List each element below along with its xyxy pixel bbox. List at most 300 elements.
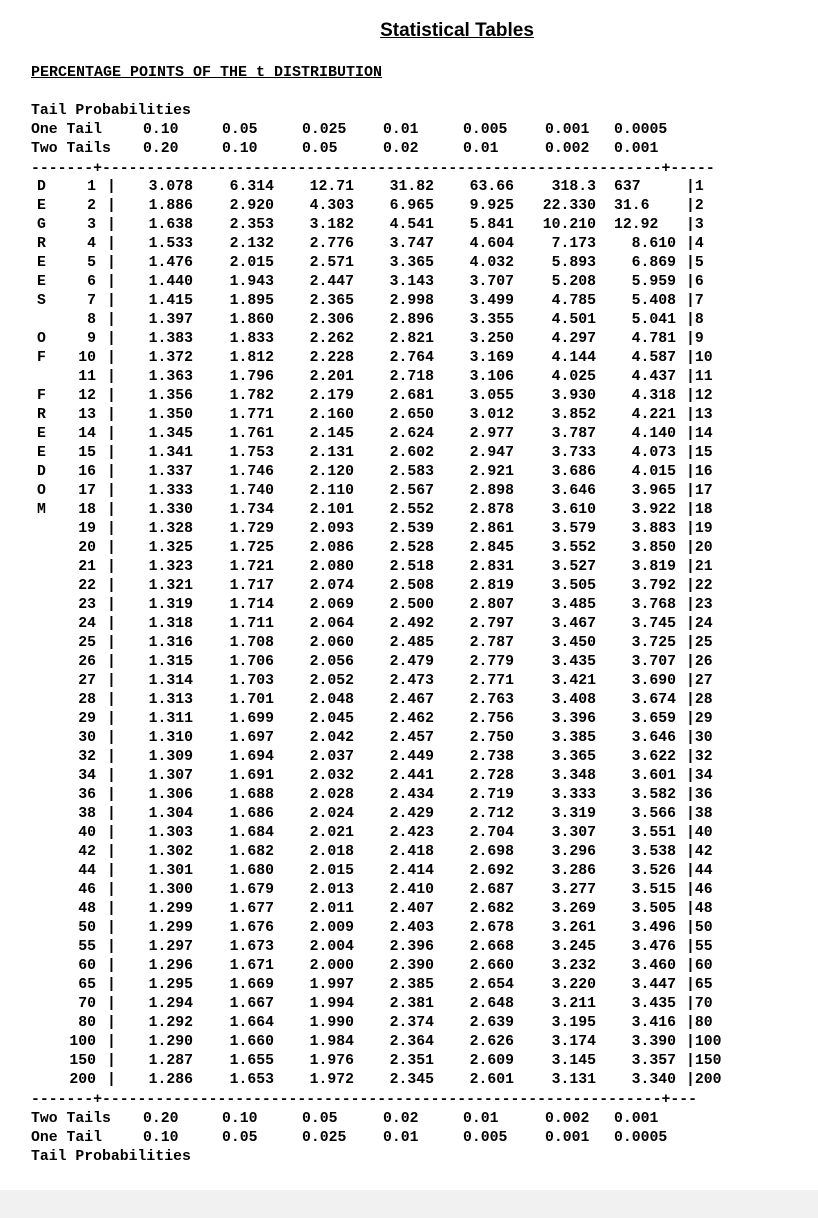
critical-value: 2.064: [309, 616, 354, 632]
row-end-df: |25: [686, 635, 713, 651]
critical-value: 1.294: [148, 996, 193, 1012]
critical-value: 1.976: [309, 1053, 354, 1069]
column-divider: |: [107, 635, 116, 651]
critical-value: 2.131: [309, 445, 354, 461]
column-divider: |: [107, 1053, 116, 1069]
critical-value: 3.707: [469, 274, 514, 290]
critical-value: 2.449: [389, 749, 434, 765]
df-value: 26: [78, 654, 96, 670]
df-value: 21: [78, 559, 96, 575]
side-label-letter: G: [37, 217, 46, 233]
side-label-letter: E: [37, 255, 46, 271]
side-label-letter: O: [37, 331, 46, 347]
column-divider: |: [107, 825, 116, 841]
column-divider: |: [107, 901, 116, 917]
critical-value: 1.415: [148, 293, 193, 309]
df-value: 6: [87, 274, 96, 290]
df-value: 16: [78, 464, 96, 480]
row-end-df: |24: [686, 616, 713, 632]
critical-value: 4.025: [551, 369, 596, 385]
df-value: 100: [69, 1034, 96, 1050]
table-row: [0, 805, 818, 824]
critical-value: 1.895: [229, 293, 274, 309]
critical-value: 2.718: [389, 369, 434, 385]
side-label-letter: D: [37, 464, 46, 480]
critical-value: 4.015: [631, 464, 676, 480]
critical-value: 3.526: [631, 863, 676, 879]
critical-value: 3.408: [551, 692, 596, 708]
critical-value: 1.304: [148, 806, 193, 822]
column-divider: |: [107, 179, 116, 195]
critical-value: 2.601: [469, 1072, 514, 1088]
critical-value: 3.745: [631, 616, 676, 632]
critical-value: 1.703: [229, 673, 274, 689]
critical-value: 2.654: [469, 977, 514, 993]
critical-value: 3.499: [469, 293, 514, 309]
critical-value: 2.681: [389, 388, 434, 404]
column-divider: |: [107, 787, 116, 803]
df-value: 2: [87, 198, 96, 214]
critical-value: 1.286: [148, 1072, 193, 1088]
column-divider: |: [107, 521, 116, 537]
critical-value: 2.479: [389, 654, 434, 670]
critical-value: 2.351: [389, 1053, 434, 1069]
critical-value: 1.717: [229, 578, 274, 594]
column-divider: |: [107, 654, 116, 670]
critical-value: 3.930: [551, 388, 596, 404]
row-end-df: |150: [686, 1053, 722, 1069]
critical-value: 2.069: [309, 597, 354, 613]
critical-value: 1.694: [229, 749, 274, 765]
row-end-df: |34: [686, 768, 713, 784]
column-divider: |: [107, 996, 116, 1012]
critical-value: 2.738: [469, 749, 514, 765]
row-end-df: |23: [686, 597, 713, 613]
df-value: 13: [78, 407, 96, 423]
critical-value: 5.041: [631, 312, 676, 328]
critical-value: 3.852: [551, 407, 596, 423]
critical-value: 1.677: [229, 901, 274, 917]
critical-value: 22.330: [542, 198, 596, 214]
df-value: 22: [78, 578, 96, 594]
df-value: 19: [78, 521, 96, 537]
critical-value: 2.787: [469, 635, 514, 651]
row-end-df: |9: [686, 331, 704, 347]
critical-value: 2.045: [309, 711, 354, 727]
critical-value: 1.701: [229, 692, 274, 708]
df-value: 200: [69, 1072, 96, 1088]
df-value: 46: [78, 882, 96, 898]
critical-value: 1.311: [148, 711, 193, 727]
column-divider: |: [107, 350, 116, 366]
prob-value: 0.10: [222, 1111, 258, 1127]
tail-probabilities-label: [0, 102, 818, 121]
row-end-df: |28: [686, 692, 713, 708]
critical-value: 1.686: [229, 806, 274, 822]
column-divider: |: [107, 730, 116, 746]
critical-value: 2.447: [309, 274, 354, 290]
prob-value: 0.005: [463, 1130, 508, 1146]
critical-value: 1.673: [229, 939, 274, 955]
critical-value: 3.467: [551, 616, 596, 632]
critical-value: 3.450: [551, 635, 596, 651]
critical-value: 1.363: [148, 369, 193, 385]
table-row: [0, 368, 818, 387]
critical-value: 3.515: [631, 882, 676, 898]
row-end-df: |4: [686, 236, 704, 252]
df-value: 12: [78, 388, 96, 404]
critical-value: 3.792: [631, 578, 676, 594]
column-divider: |: [107, 616, 116, 632]
prob-value: 0.002: [545, 1111, 590, 1127]
critical-value: 3.582: [631, 787, 676, 803]
critical-value: 2.160: [309, 407, 354, 423]
table-row: [0, 976, 818, 995]
column-divider: |: [107, 711, 116, 727]
critical-value: 1.341: [148, 445, 193, 461]
critical-value: 3.551: [631, 825, 676, 841]
prob-value: 0.001: [614, 1111, 659, 1127]
critical-value: 2.024: [309, 806, 354, 822]
critical-value: 1.440: [148, 274, 193, 290]
critical-value: 4.144: [551, 350, 596, 366]
critical-value: 2.728: [469, 768, 514, 784]
critical-value: 2.418: [389, 844, 434, 860]
row-label: One Tail: [31, 1130, 103, 1146]
critical-value: 4.297: [551, 331, 596, 347]
side-label-letter: E: [37, 445, 46, 461]
critical-value: 1.350: [148, 407, 193, 423]
critical-value: 2.473: [389, 673, 434, 689]
critical-value: 2.306: [309, 312, 354, 328]
critical-value: 637: [614, 179, 641, 195]
critical-value: 3.690: [631, 673, 676, 689]
table-row: [0, 463, 818, 482]
prob-value: 0.0005: [614, 1130, 668, 1146]
critical-value: 4.073: [631, 445, 676, 461]
critical-value: 2.345: [389, 1072, 434, 1088]
critical-value: 2.374: [389, 1015, 434, 1031]
critical-value: 1.307: [148, 768, 193, 784]
critical-value: 2.898: [469, 483, 514, 499]
df-value: 42: [78, 844, 96, 860]
critical-value: 2.845: [469, 540, 514, 556]
critical-value: 12.71: [309, 179, 354, 195]
table-row: [0, 1071, 818, 1090]
critical-value: 3.416: [631, 1015, 676, 1031]
column-divider: |: [107, 768, 116, 784]
critical-value: 2.624: [389, 426, 434, 442]
critical-value: 1.310: [148, 730, 193, 746]
critical-value: 1.300: [148, 882, 193, 898]
side-label-letter: O: [37, 483, 46, 499]
critical-value: 2.719: [469, 787, 514, 803]
critical-value: 2.381: [389, 996, 434, 1012]
critical-value: 1.782: [229, 388, 274, 404]
column-divider: |: [107, 1072, 116, 1088]
row-label: Two Tails: [31, 141, 111, 157]
critical-value: 3.145: [551, 1053, 596, 1069]
table-row: [0, 634, 818, 653]
critical-value: 12.92: [614, 217, 659, 233]
prob-value: 0.01: [383, 1130, 419, 1146]
row-end-df: |200: [686, 1072, 722, 1088]
critical-value: 1.292: [148, 1015, 193, 1031]
critical-value: 2.028: [309, 787, 354, 803]
table-row: [0, 539, 818, 558]
row-end-df: |3: [686, 217, 704, 233]
prob-value: 0.02: [383, 1111, 419, 1127]
critical-value: 2.567: [389, 483, 434, 499]
critical-value: 3.733: [551, 445, 596, 461]
critical-value: 3.131: [551, 1072, 596, 1088]
table-row: [0, 767, 818, 786]
row-end-df: |42: [686, 844, 713, 860]
df-value: 60: [78, 958, 96, 974]
row-end-df: |12: [686, 388, 713, 404]
prob-value: 0.025: [302, 1130, 347, 1146]
critical-value: 1.972: [309, 1072, 354, 1088]
critical-value: 1.984: [309, 1034, 354, 1050]
side-label-letter: S: [37, 293, 46, 309]
row-end-df: |2: [686, 198, 704, 214]
df-value: 17: [78, 483, 96, 499]
critical-value: 2.704: [469, 825, 514, 841]
critical-value: 1.721: [229, 559, 274, 575]
row-end-df: |30: [686, 730, 713, 746]
critical-value: 2.080: [309, 559, 354, 575]
critical-value: 4.541: [389, 217, 434, 233]
side-label-letter: E: [37, 426, 46, 442]
critical-value: 2.750: [469, 730, 514, 746]
critical-value: 4.604: [469, 236, 514, 252]
critical-value: 2.429: [389, 806, 434, 822]
critical-value: 3.055: [469, 388, 514, 404]
df-value: 50: [78, 920, 96, 936]
critical-value: 6.869: [631, 255, 676, 271]
tail-probabilities-text: Tail Probabilities: [31, 103, 191, 119]
critical-value: 2.037: [309, 749, 354, 765]
table-row: [0, 558, 818, 577]
critical-value: 1.997: [309, 977, 354, 993]
prob-value: 0.20: [143, 1111, 179, 1127]
table-row: [0, 1014, 818, 1033]
critical-value: 2.771: [469, 673, 514, 689]
critical-value: 6.314: [229, 179, 274, 195]
critical-value: 318.3: [551, 179, 596, 195]
table-row: [0, 501, 818, 520]
table-row: [0, 615, 818, 634]
table-row: [0, 786, 818, 805]
critical-value: 1.383: [148, 331, 193, 347]
critical-value: 2.583: [389, 464, 434, 480]
prob-value: 0.025: [302, 122, 347, 138]
row-end-df: |38: [686, 806, 713, 822]
critical-value: 1.691: [229, 768, 274, 784]
table-row: [0, 235, 818, 254]
critical-value: 8.610: [631, 236, 676, 252]
critical-value: 3.143: [389, 274, 434, 290]
prob-value: 0.05: [222, 122, 258, 138]
critical-value: 2.492: [389, 616, 434, 632]
critical-value: 1.319: [148, 597, 193, 613]
critical-value: 1.330: [148, 502, 193, 518]
critical-value: 3.883: [631, 521, 676, 537]
critical-value: 1.337: [148, 464, 193, 480]
side-label-letter: R: [37, 407, 46, 423]
prob-value: 0.002: [545, 141, 590, 157]
df-value: 29: [78, 711, 96, 727]
table-row: [0, 387, 818, 406]
critical-value: 2.018: [309, 844, 354, 860]
table-row: [0, 862, 818, 881]
critical-value: 31.6: [614, 198, 650, 214]
table-row: [0, 900, 818, 919]
critical-value: 2.807: [469, 597, 514, 613]
critical-value: 5.408: [631, 293, 676, 309]
critical-value: 2.056: [309, 654, 354, 670]
table-row: [0, 710, 818, 729]
critical-value: 3.850: [631, 540, 676, 556]
critical-value: 2.467: [389, 692, 434, 708]
critical-value: 3.365: [551, 749, 596, 765]
critical-value: 1.306: [148, 787, 193, 803]
side-label-letter: R: [37, 236, 46, 252]
row-end-df: |8: [686, 312, 704, 328]
critical-value: 2.120: [309, 464, 354, 480]
critical-value: 2.407: [389, 901, 434, 917]
critical-value: 1.314: [148, 673, 193, 689]
critical-value: 1.302: [148, 844, 193, 860]
column-divider: |: [107, 939, 116, 955]
prob-value: 0.0005: [614, 122, 668, 138]
footer-one-tail-row: [0, 1129, 818, 1148]
critical-value: 1.746: [229, 464, 274, 480]
critical-value: 1.711: [229, 616, 274, 632]
critical-value: 2.145: [309, 426, 354, 442]
critical-value: 2.385: [389, 977, 434, 993]
table-row: [0, 330, 818, 349]
column-divider: |: [107, 407, 116, 423]
critical-value: 3.601: [631, 768, 676, 784]
table-row: [0, 273, 818, 292]
critical-value: 3.610: [551, 502, 596, 518]
row-end-df: |26: [686, 654, 713, 670]
table-row: [0, 216, 818, 235]
row-end-df: |70: [686, 996, 713, 1012]
critical-value: 2.920: [229, 198, 274, 214]
separator-bottom: -------+---------------------------------------------------------------+---: [31, 1092, 697, 1108]
critical-value: 3.485: [551, 597, 596, 613]
row-end-df: |21: [686, 559, 713, 575]
critical-value: 4.318: [631, 388, 676, 404]
row-end-df: |36: [686, 787, 713, 803]
critical-value: 1.325: [148, 540, 193, 556]
critical-value: 1.706: [229, 654, 274, 670]
critical-value: 3.646: [551, 483, 596, 499]
row-end-df: |44: [686, 863, 713, 879]
critical-value: 1.638: [148, 217, 193, 233]
table-subtitle: PERCENTAGE POINTS OF THE t DISTRIBUTION: [31, 64, 383, 81]
df-value: 3: [87, 217, 96, 233]
critical-value: 2.101: [309, 502, 354, 518]
critical-value: 3.435: [631, 996, 676, 1012]
critical-value: 2.678: [469, 920, 514, 936]
critical-value: 1.697: [229, 730, 274, 746]
critical-value: 2.457: [389, 730, 434, 746]
critical-value: 3.747: [389, 236, 434, 252]
prob-value: 0.001: [545, 1130, 590, 1146]
table-row: [0, 919, 818, 938]
critical-value: 2.009: [309, 920, 354, 936]
critical-value: 2.423: [389, 825, 434, 841]
table-row: [0, 729, 818, 748]
critical-value: 2.698: [469, 844, 514, 860]
df-value: 27: [78, 673, 96, 689]
critical-value: 2.086: [309, 540, 354, 556]
row-end-df: |6: [686, 274, 704, 290]
prob-value: 0.10: [143, 1130, 179, 1146]
row-end-df: |27: [686, 673, 713, 689]
critical-value: 2.602: [389, 445, 434, 461]
critical-value: 1.680: [229, 863, 274, 879]
critical-value: 3.333: [551, 787, 596, 803]
table-row: [0, 824, 818, 843]
df-value: 28: [78, 692, 96, 708]
critical-value: 3.340: [631, 1072, 676, 1088]
critical-value: 3.348: [551, 768, 596, 784]
critical-value: 1.323: [148, 559, 193, 575]
df-value: 25: [78, 635, 96, 651]
critical-value: 2.410: [389, 882, 434, 898]
critical-value: 2.365: [309, 293, 354, 309]
critical-value: 1.886: [148, 198, 193, 214]
critical-value: 1.669: [229, 977, 274, 993]
row-end-df: |65: [686, 977, 713, 993]
side-label-letter: D: [37, 179, 46, 195]
critical-value: 2.042: [309, 730, 354, 746]
critical-value: 2.571: [309, 255, 354, 271]
critical-value: 3.965: [631, 483, 676, 499]
row-end-df: |11: [686, 369, 713, 385]
side-label-letter: E: [37, 274, 46, 290]
critical-value: 3.174: [551, 1034, 596, 1050]
critical-value: 1.287: [148, 1053, 193, 1069]
prob-value: 0.10: [143, 122, 179, 138]
critical-value: 3.232: [551, 958, 596, 974]
prob-value: 0.05: [222, 1130, 258, 1146]
critical-value: 3.078: [148, 179, 193, 195]
critical-value: 1.318: [148, 616, 193, 632]
critical-value: 6.965: [389, 198, 434, 214]
table-row: [0, 520, 818, 539]
critical-value: 2.032: [309, 768, 354, 784]
critical-value: 1.299: [148, 920, 193, 936]
critical-value: 1.699: [229, 711, 274, 727]
df-value: 30: [78, 730, 96, 746]
critical-value: 1.660: [229, 1034, 274, 1050]
row-end-df: |29: [686, 711, 713, 727]
critical-value: 3.819: [631, 559, 676, 575]
column-divider: |: [107, 464, 116, 480]
table-row: [0, 349, 818, 368]
critical-value: 3.261: [551, 920, 596, 936]
critical-value: 2.228: [309, 350, 354, 366]
critical-value: 1.476: [148, 255, 193, 271]
row-label: Two Tails: [31, 1111, 111, 1127]
critical-value: 3.245: [551, 939, 596, 955]
critical-value: 1.682: [229, 844, 274, 860]
